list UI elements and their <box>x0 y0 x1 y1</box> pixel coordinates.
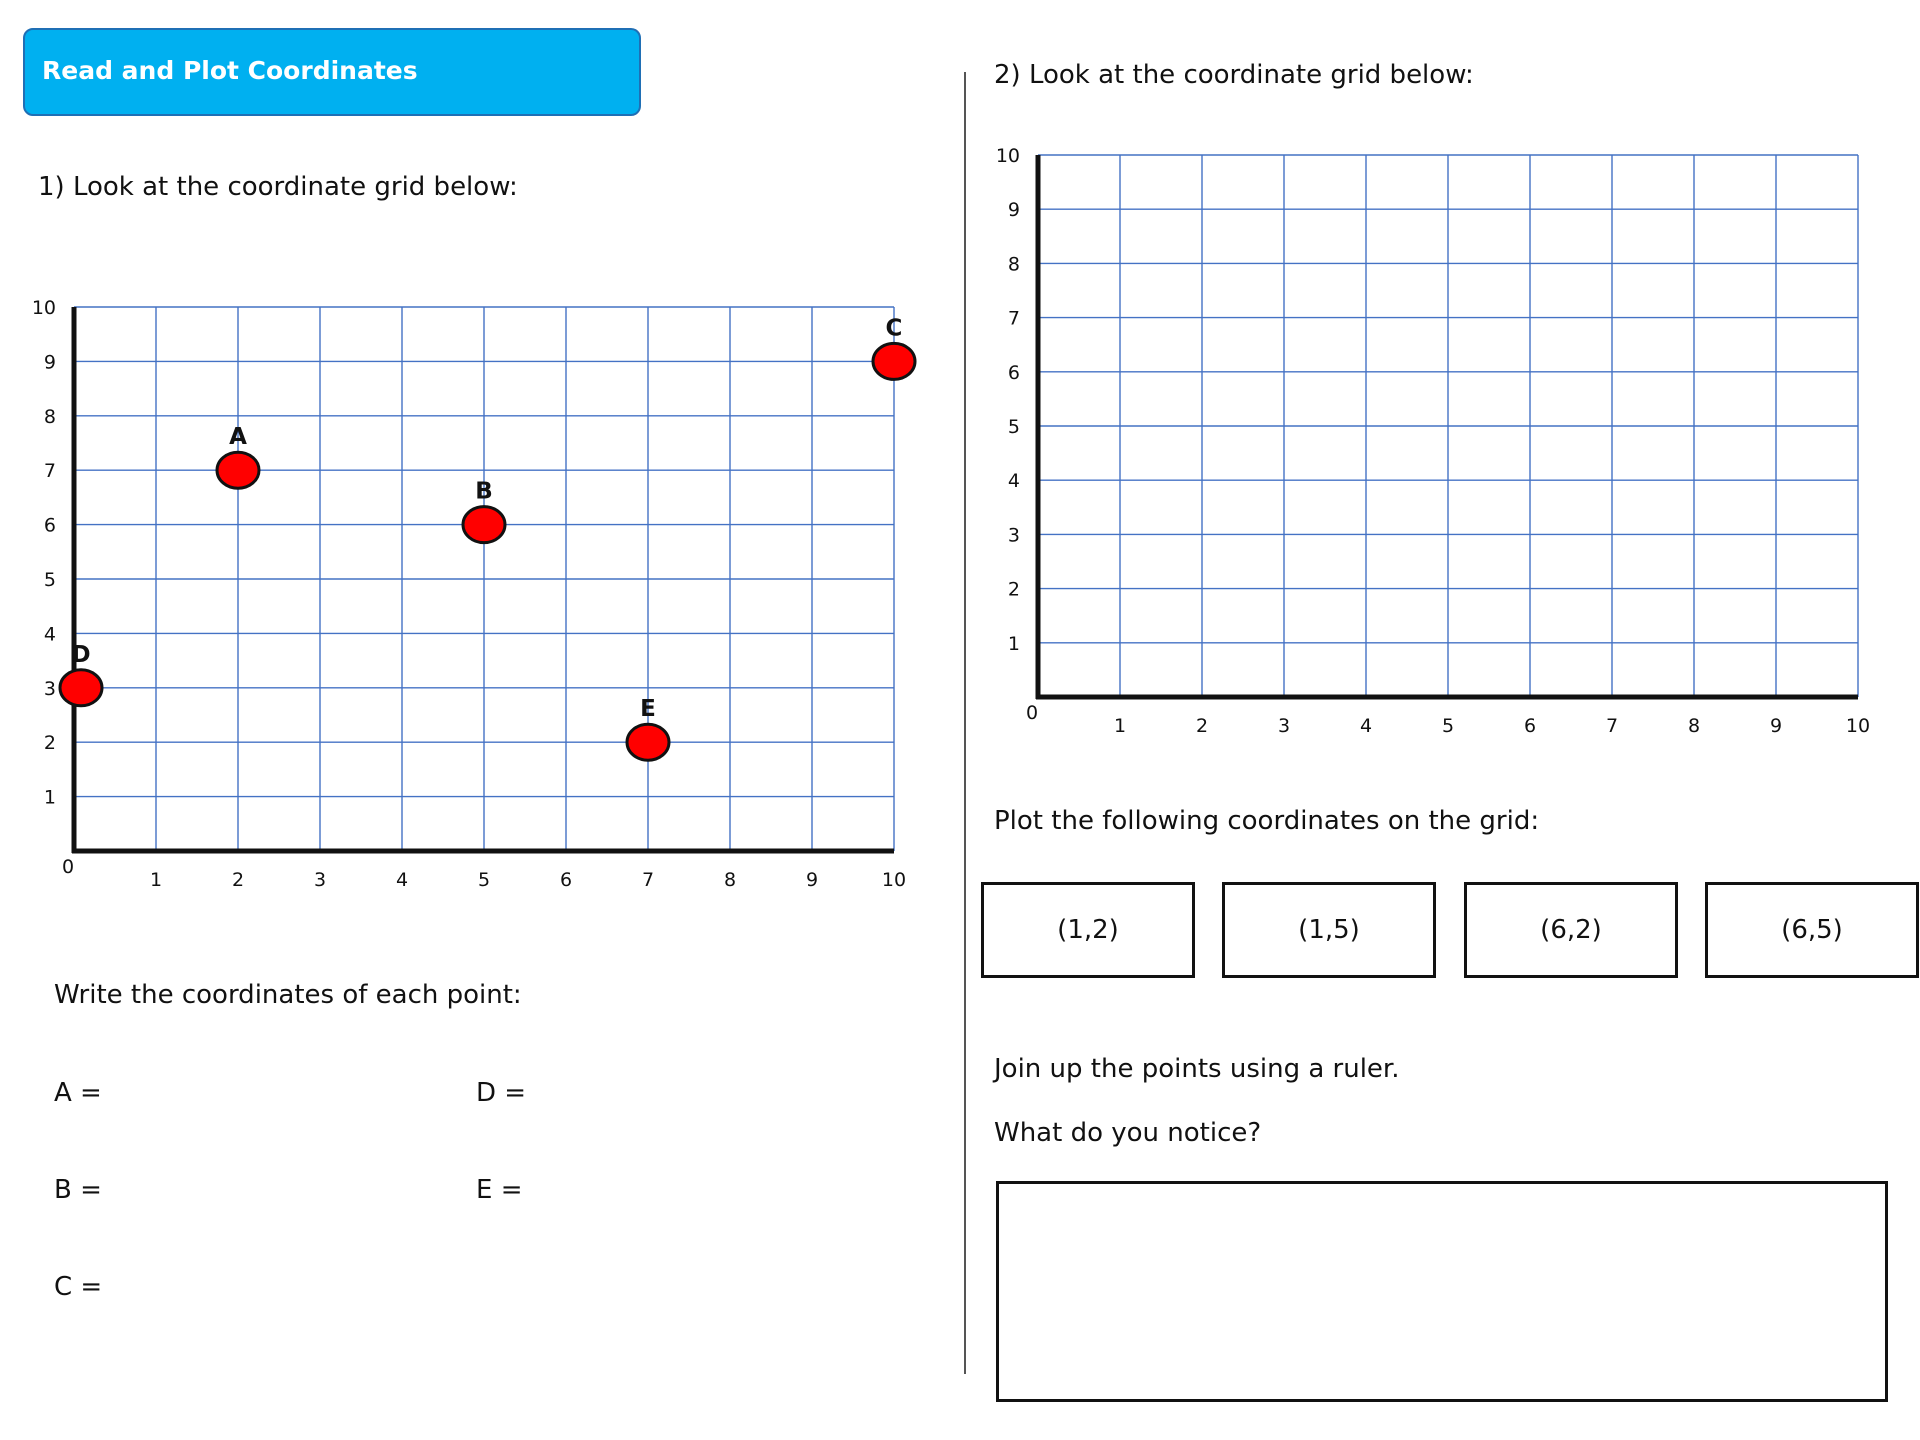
point-label-d: D <box>71 641 91 668</box>
coordinate-box-1: (1,2) <box>981 882 1195 978</box>
x-tick-label: 1 <box>149 869 163 891</box>
x-tick-label: 2 <box>231 869 245 891</box>
point-b <box>463 507 505 543</box>
grid-1-axes <box>72 307 894 853</box>
question-1-prompt: 1) Look at the coordinate grid below: <box>38 172 518 202</box>
coordinate-box-2: (1,5) <box>1222 882 1436 978</box>
x-tick-label: 4 <box>1359 715 1373 737</box>
page-title: Read and Plot Coordinates <box>42 56 418 85</box>
answer-label-b: B = <box>54 1175 102 1205</box>
grid-2-x-ticks <box>1026 702 1870 737</box>
grid-2-lines <box>1038 155 1858 697</box>
grid-1-x-ticks <box>62 856 906 891</box>
x-tick-label: 8 <box>723 869 737 891</box>
y-tick-label: 5 <box>43 569 56 591</box>
point-d <box>60 670 102 706</box>
x-tick-label: 0 <box>1025 702 1039 724</box>
y-tick-label: 6 <box>1007 361 1020 384</box>
point-e <box>627 724 669 760</box>
answer-label-e: E = <box>476 1175 523 1205</box>
y-tick-label: 9 <box>1007 199 1020 222</box>
x-tick-label: 1 <box>1113 715 1127 737</box>
coordinate-box-3: (6,2) <box>1464 882 1678 978</box>
y-tick-label: 8 <box>43 405 56 428</box>
y-tick-label: 3 <box>1007 524 1020 547</box>
y-tick-label: 7 <box>1007 307 1020 330</box>
x-tick-label: 10 <box>881 869 907 891</box>
x-tick-label: 2 <box>1195 715 1209 737</box>
grid-1-y-ticks <box>32 297 56 809</box>
y-tick-label: 1 <box>43 786 56 809</box>
x-tick-label: 9 <box>805 869 819 891</box>
y-tick-label: 9 <box>43 351 56 374</box>
grid-1-lines <box>74 307 894 851</box>
question-1-instruction: Write the coordinates of each point: <box>54 980 522 1010</box>
y-tick-label: 4 <box>1007 470 1020 493</box>
notice-question: What do you notice? <box>994 1118 1262 1148</box>
coordinate-grid-1 <box>0 290 940 910</box>
y-tick-label: 2 <box>43 732 56 755</box>
point-label-a: A <box>229 424 247 451</box>
point-label-e: E <box>640 696 656 723</box>
x-tick-label: 6 <box>559 869 573 891</box>
column-divider <box>964 72 966 1374</box>
answer-label-c: C = <box>54 1272 103 1302</box>
y-tick-label: 2 <box>1007 578 1020 601</box>
y-tick-label: 7 <box>43 460 56 483</box>
x-tick-label: 8 <box>1687 715 1701 737</box>
point-a <box>217 452 259 488</box>
y-tick-label: 6 <box>43 514 56 537</box>
answer-label-d: D = <box>476 1078 527 1108</box>
join-instruction: Join up the points using a ruler. <box>994 1054 1400 1084</box>
answer-box[interactable] <box>996 1181 1888 1402</box>
y-tick-label: 8 <box>1007 253 1020 276</box>
grid-1-points <box>60 315 915 760</box>
x-tick-label: 3 <box>313 869 327 891</box>
y-tick-label: 10 <box>995 145 1020 167</box>
answer-label-a: A = <box>54 1078 102 1108</box>
plot-instruction: Plot the following coordinates on the grid: <box>994 806 1540 836</box>
y-tick-label: 3 <box>43 677 56 700</box>
x-tick-label: 5 <box>477 869 491 891</box>
x-tick-label: 3 <box>1277 715 1291 737</box>
x-tick-label: 4 <box>395 869 409 891</box>
coordinate-grid-2 <box>990 140 1890 750</box>
x-tick-label: 0 <box>61 856 75 878</box>
x-tick-label: 6 <box>1523 715 1537 737</box>
x-tick-label: 7 <box>641 869 655 891</box>
grid-2-y-ticks <box>996 145 1020 655</box>
x-tick-label: 5 <box>1441 715 1455 737</box>
y-tick-label: 10 <box>31 297 56 319</box>
question-2-prompt: 2) Look at the coordinate grid below: <box>994 60 1474 90</box>
y-tick-label: 4 <box>43 623 56 646</box>
grid-2-axes <box>1036 155 1858 699</box>
y-tick-label: 1 <box>1007 632 1020 655</box>
x-tick-label: 9 <box>1769 715 1783 737</box>
point-c <box>873 343 915 379</box>
x-tick-label: 7 <box>1605 715 1619 737</box>
y-tick-label: 5 <box>1007 416 1020 438</box>
x-tick-label: 10 <box>1845 715 1871 737</box>
point-label-c: C <box>885 315 903 342</box>
point-label-b: B <box>475 478 493 505</box>
coordinate-box-4: (6,5) <box>1705 882 1919 978</box>
